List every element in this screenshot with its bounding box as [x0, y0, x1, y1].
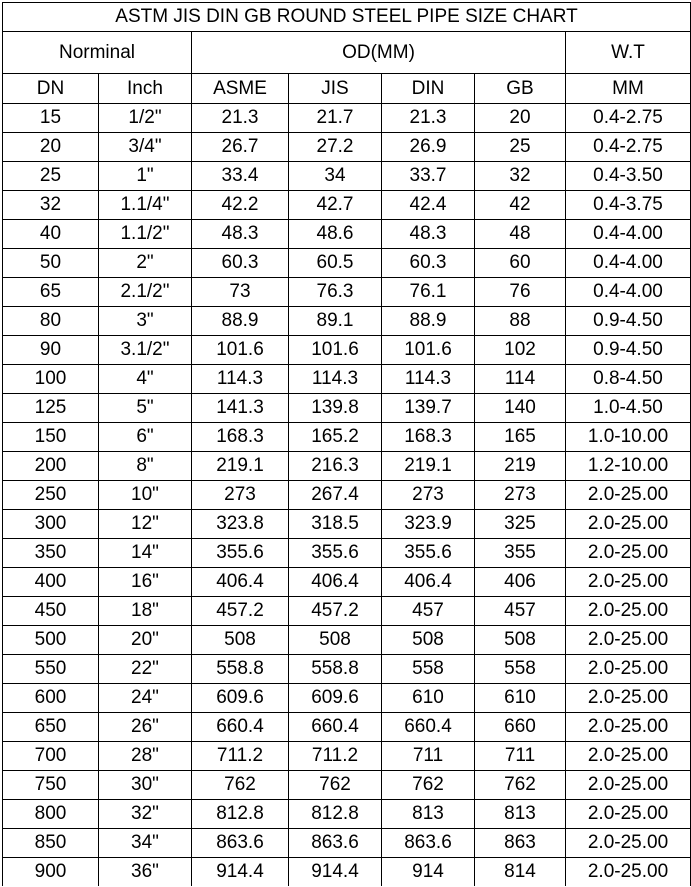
cell-jis: 711.2 — [289, 742, 382, 771]
table-row — [3, 336, 691, 365]
cell-gb: 660 — [475, 713, 566, 742]
cell-din: 101.6 — [382, 336, 475, 365]
cell-wt: 0.4-4.00 — [566, 249, 691, 278]
cell-wt: 0.4-4.00 — [566, 278, 691, 307]
cell-gb: 140 — [475, 394, 566, 423]
cell-jis: 762 — [289, 771, 382, 800]
cell-inch: 30" — [99, 771, 192, 800]
cell-gb: 42 — [475, 191, 566, 220]
cell-asme: 60.3 — [192, 249, 289, 278]
cell-gb: 325 — [475, 510, 566, 539]
cell-jis: 42.7 — [289, 191, 382, 220]
cell-asme: 21.3 — [192, 104, 289, 133]
cell-jis: 355.6 — [289, 539, 382, 568]
cell-wt: 0.9-4.50 — [566, 307, 691, 336]
table-row — [3, 423, 691, 452]
cell-wt: 2.0-25.00 — [566, 626, 691, 655]
table-row — [3, 655, 691, 684]
cell-dn: 750 — [3, 771, 99, 800]
cell-asme: 762 — [192, 771, 289, 800]
cell-inch: 36" — [99, 858, 192, 887]
table-row — [3, 133, 691, 162]
cell-wt: 1.0-4.50 — [566, 394, 691, 423]
cell-gb: 32 — [475, 162, 566, 191]
cell-dn: 65 — [3, 278, 99, 307]
cell-gb: 60 — [475, 249, 566, 278]
column-header-gb: GB — [475, 74, 566, 104]
table-row — [3, 568, 691, 597]
cell-inch: 5" — [99, 394, 192, 423]
cell-gb: 48 — [475, 220, 566, 249]
cell-wt: 0.8-4.50 — [566, 365, 691, 394]
table-row — [3, 191, 691, 220]
cell-asme: 914.4 — [192, 858, 289, 887]
column-header-asme: ASME — [192, 74, 289, 104]
table-row — [3, 278, 691, 307]
cell-din: 914 — [382, 858, 475, 887]
cell-din: 762 — [382, 771, 475, 800]
cell-din: 168.3 — [382, 423, 475, 452]
cell-wt: 2.0-25.00 — [566, 539, 691, 568]
cell-inch: 2" — [99, 249, 192, 278]
table-row — [3, 829, 691, 858]
cell-wt: 2.0-25.00 — [566, 771, 691, 800]
cell-din: 660.4 — [382, 713, 475, 742]
cell-jis: 21.7 — [289, 104, 382, 133]
cell-jis: 609.6 — [289, 684, 382, 713]
cell-asme: 168.3 — [192, 423, 289, 452]
cell-gb: 219 — [475, 452, 566, 481]
cell-din: 508 — [382, 626, 475, 655]
cell-jis: 216.3 — [289, 452, 382, 481]
cell-gb: 20 — [475, 104, 566, 133]
cell-gb: 88 — [475, 307, 566, 336]
cell-dn: 150 — [3, 423, 99, 452]
cell-jis: 863.6 — [289, 829, 382, 858]
cell-asme: 355.6 — [192, 539, 289, 568]
cell-inch: 8" — [99, 452, 192, 481]
pipe-size-table — [2, 2, 691, 886]
cell-asme: 88.9 — [192, 307, 289, 336]
cell-dn: 800 — [3, 800, 99, 829]
cell-inch: 1/2" — [99, 104, 192, 133]
cell-inch: 1.1/2" — [99, 220, 192, 249]
table-row — [3, 800, 691, 829]
cell-inch: 12" — [99, 510, 192, 539]
cell-gb: 457 — [475, 597, 566, 626]
cell-gb: 114 — [475, 365, 566, 394]
cell-inch: 32" — [99, 800, 192, 829]
cell-inch: 20" — [99, 626, 192, 655]
table-row — [3, 365, 691, 394]
table-row — [3, 597, 691, 626]
cell-inch: 10" — [99, 481, 192, 510]
cell-wt: 0.4-2.75 — [566, 133, 691, 162]
cell-dn: 600 — [3, 684, 99, 713]
cell-dn: 32 — [3, 191, 99, 220]
cell-asme: 73 — [192, 278, 289, 307]
cell-inch: 18" — [99, 597, 192, 626]
cell-gb: 711 — [475, 742, 566, 771]
column-header-inch: Inch — [99, 74, 192, 104]
cell-gb: 863 — [475, 829, 566, 858]
cell-wt: 0.4-4.00 — [566, 220, 691, 249]
cell-dn: 850 — [3, 829, 99, 858]
cell-dn: 200 — [3, 452, 99, 481]
cell-jis: 114.3 — [289, 365, 382, 394]
cell-jis: 558.8 — [289, 655, 382, 684]
cell-dn: 80 — [3, 307, 99, 336]
cell-jis: 660.4 — [289, 713, 382, 742]
cell-jis: 165.2 — [289, 423, 382, 452]
cell-wt: 2.0-25.00 — [566, 510, 691, 539]
cell-dn: 300 — [3, 510, 99, 539]
column-header-dn: DN — [3, 74, 99, 104]
cell-asme: 323.8 — [192, 510, 289, 539]
cell-inch: 3" — [99, 307, 192, 336]
cell-wt: 1.2-10.00 — [566, 452, 691, 481]
cell-jis: 89.1 — [289, 307, 382, 336]
cell-din: 273 — [382, 481, 475, 510]
cell-dn: 125 — [3, 394, 99, 423]
cell-jis: 457.2 — [289, 597, 382, 626]
table-title: ASTM JIS DIN GB ROUND STEEL PIPE SIZE CHART — [3, 3, 691, 32]
cell-jis: 812.8 — [289, 800, 382, 829]
cell-asme: 33.4 — [192, 162, 289, 191]
column-header-jis: JIS — [289, 74, 382, 104]
cell-inch: 2.1/2" — [99, 278, 192, 307]
cell-asme: 26.7 — [192, 133, 289, 162]
cell-dn: 400 — [3, 568, 99, 597]
cell-gb: 762 — [475, 771, 566, 800]
cell-wt: 0.4-3.75 — [566, 191, 691, 220]
table-row — [3, 220, 691, 249]
table-row — [3, 104, 691, 133]
cell-inch: 6" — [99, 423, 192, 452]
cell-asme: 141.3 — [192, 394, 289, 423]
cell-din: 26.9 — [382, 133, 475, 162]
cell-din: 48.3 — [382, 220, 475, 249]
cell-dn: 450 — [3, 597, 99, 626]
cell-din: 355.6 — [382, 539, 475, 568]
cell-din: 76.1 — [382, 278, 475, 307]
column-header-din: DIN — [382, 74, 475, 104]
cell-dn: 90 — [3, 336, 99, 365]
cell-asme: 812.8 — [192, 800, 289, 829]
cell-inch: 22" — [99, 655, 192, 684]
cell-wt: 2.0-25.00 — [566, 655, 691, 684]
cell-din: 406.4 — [382, 568, 475, 597]
cell-dn: 40 — [3, 220, 99, 249]
cell-din: 219.1 — [382, 452, 475, 481]
cell-din: 558 — [382, 655, 475, 684]
table-row — [3, 481, 691, 510]
cell-wt: 2.0-25.00 — [566, 829, 691, 858]
cell-inch: 16" — [99, 568, 192, 597]
cell-dn: 550 — [3, 655, 99, 684]
cell-inch: 28" — [99, 742, 192, 771]
cell-asme: 711.2 — [192, 742, 289, 771]
cell-wt: 0.4-3.50 — [566, 162, 691, 191]
table-row — [3, 771, 691, 800]
cell-wt: 0.9-4.50 — [566, 336, 691, 365]
cell-dn: 350 — [3, 539, 99, 568]
cell-dn: 650 — [3, 713, 99, 742]
cell-din: 711 — [382, 742, 475, 771]
cell-wt: 2.0-25.00 — [566, 481, 691, 510]
cell-dn: 700 — [3, 742, 99, 771]
column-header-mm: MM — [566, 74, 691, 104]
cell-inch: 1.1/4" — [99, 191, 192, 220]
cell-inch: 1" — [99, 162, 192, 191]
cell-gb: 508 — [475, 626, 566, 655]
cell-asme: 558.8 — [192, 655, 289, 684]
cell-jis: 508 — [289, 626, 382, 655]
cell-din: 139.7 — [382, 394, 475, 423]
cell-jis: 76.3 — [289, 278, 382, 307]
cell-dn: 250 — [3, 481, 99, 510]
cell-asme: 406.4 — [192, 568, 289, 597]
cell-gb: 165 — [475, 423, 566, 452]
cell-jis: 101.6 — [289, 336, 382, 365]
cell-asme: 660.4 — [192, 713, 289, 742]
cell-dn: 20 — [3, 133, 99, 162]
cell-inch: 3.1/2" — [99, 336, 192, 365]
table-row — [3, 626, 691, 655]
cell-wt: 2.0-25.00 — [566, 858, 691, 887]
cell-wt: 2.0-25.00 — [566, 684, 691, 713]
cell-asme: 508 — [192, 626, 289, 655]
table-row — [3, 394, 691, 423]
cell-dn: 50 — [3, 249, 99, 278]
group-header-wt: W.T — [566, 32, 691, 74]
table-row — [3, 684, 691, 713]
cell-asme: 101.6 — [192, 336, 289, 365]
cell-din: 42.4 — [382, 191, 475, 220]
cell-inch: 26" — [99, 713, 192, 742]
cell-asme: 219.1 — [192, 452, 289, 481]
table-row — [3, 307, 691, 336]
cell-gb: 25 — [475, 133, 566, 162]
cell-din: 323.9 — [382, 510, 475, 539]
cell-gb: 102 — [475, 336, 566, 365]
cell-dn: 25 — [3, 162, 99, 191]
cell-din: 114.3 — [382, 365, 475, 394]
group-header-od: OD(MM) — [192, 32, 566, 74]
cell-asme: 114.3 — [192, 365, 289, 394]
cell-jis: 34 — [289, 162, 382, 191]
cell-gb: 814 — [475, 858, 566, 887]
cell-asme: 863.6 — [192, 829, 289, 858]
cell-asme: 48.3 — [192, 220, 289, 249]
table-row — [3, 249, 691, 278]
cell-dn: 15 — [3, 104, 99, 133]
cell-wt: 2.0-25.00 — [566, 568, 691, 597]
cell-wt: 2.0-25.00 — [566, 597, 691, 626]
cell-asme: 273 — [192, 481, 289, 510]
cell-gb: 355 — [475, 539, 566, 568]
table-row — [3, 713, 691, 742]
cell-din: 457 — [382, 597, 475, 626]
cell-gb: 558 — [475, 655, 566, 684]
cell-asme: 609.6 — [192, 684, 289, 713]
cell-inch: 24" — [99, 684, 192, 713]
cell-din: 863.6 — [382, 829, 475, 858]
table-row — [3, 858, 691, 887]
cell-wt: 0.4-2.75 — [566, 104, 691, 133]
table-row — [3, 539, 691, 568]
cell-asme: 42.2 — [192, 191, 289, 220]
table-row — [3, 452, 691, 481]
cell-gb: 813 — [475, 800, 566, 829]
table-row — [3, 510, 691, 539]
cell-gb: 610 — [475, 684, 566, 713]
cell-din: 88.9 — [382, 307, 475, 336]
cell-gb: 406 — [475, 568, 566, 597]
cell-inch: 3/4" — [99, 133, 192, 162]
cell-inch: 14" — [99, 539, 192, 568]
cell-din: 610 — [382, 684, 475, 713]
table-row — [3, 162, 691, 191]
cell-gb: 273 — [475, 481, 566, 510]
cell-din: 33.7 — [382, 162, 475, 191]
cell-wt: 2.0-25.00 — [566, 713, 691, 742]
cell-jis: 914.4 — [289, 858, 382, 887]
cell-din: 60.3 — [382, 249, 475, 278]
cell-wt: 2.0-25.00 — [566, 742, 691, 771]
cell-jis: 267.4 — [289, 481, 382, 510]
cell-jis: 60.5 — [289, 249, 382, 278]
cell-dn: 500 — [3, 626, 99, 655]
cell-jis: 27.2 — [289, 133, 382, 162]
cell-din: 21.3 — [382, 104, 475, 133]
cell-dn: 900 — [3, 858, 99, 887]
cell-wt: 1.0-10.00 — [566, 423, 691, 452]
cell-din: 813 — [382, 800, 475, 829]
group-header-nominal: Norminal — [3, 32, 192, 74]
cell-wt: 2.0-25.00 — [566, 800, 691, 829]
cell-jis: 48.6 — [289, 220, 382, 249]
cell-dn: 100 — [3, 365, 99, 394]
cell-gb: 76 — [475, 278, 566, 307]
cell-asme: 457.2 — [192, 597, 289, 626]
cell-jis: 139.8 — [289, 394, 382, 423]
cell-inch: 34" — [99, 829, 192, 858]
cell-inch: 4" — [99, 365, 192, 394]
cell-jis: 318.5 — [289, 510, 382, 539]
table-row — [3, 742, 691, 771]
cell-jis: 406.4 — [289, 568, 382, 597]
